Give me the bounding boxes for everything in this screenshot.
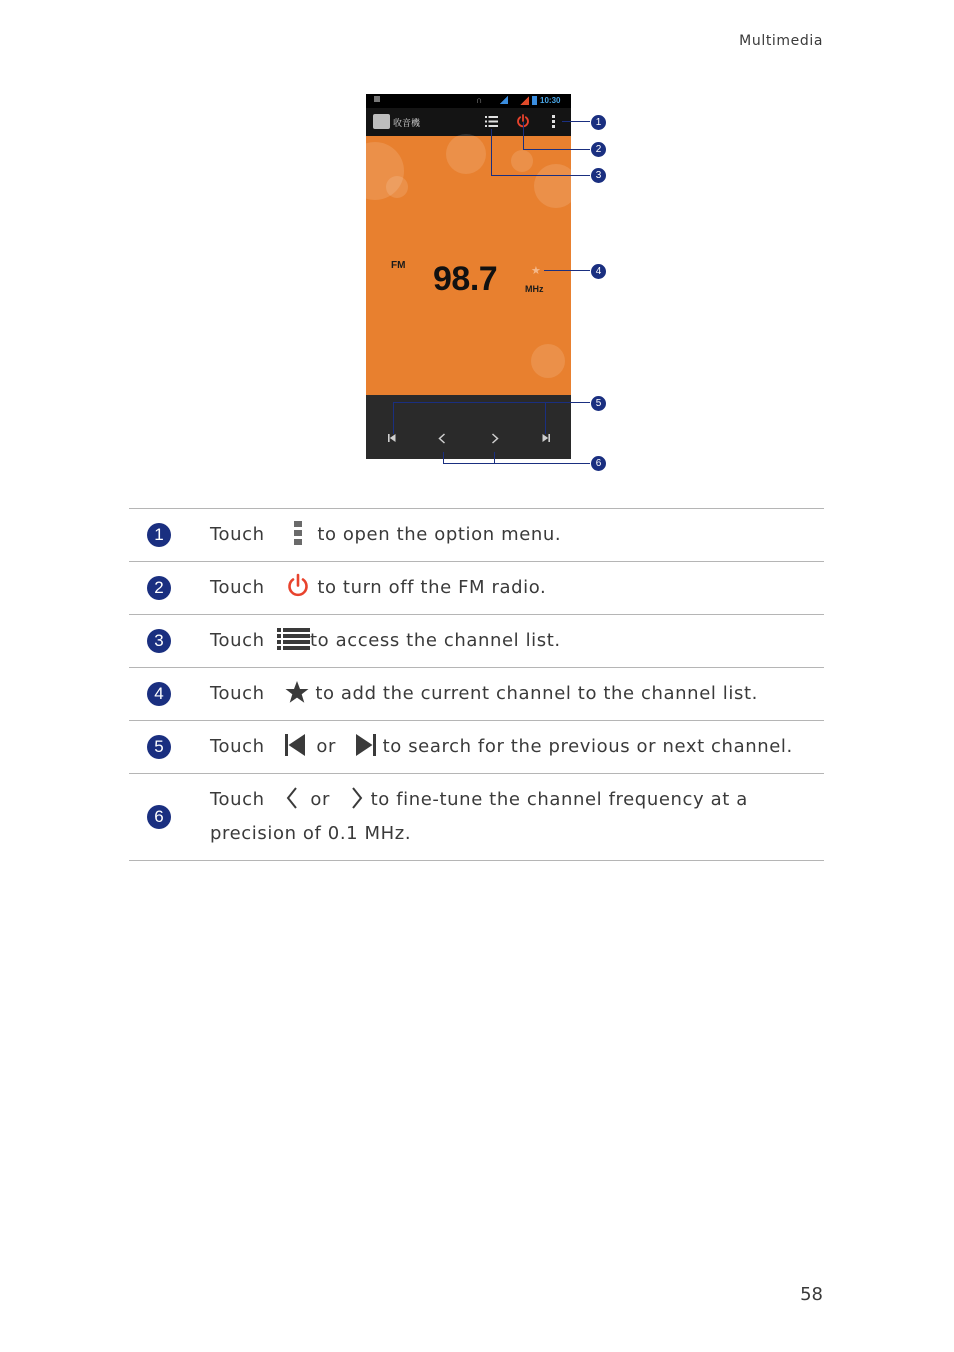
overflow-menu-icon xyxy=(285,520,311,546)
chevron-left-icon xyxy=(285,787,299,809)
leader-line-5 xyxy=(393,402,590,403)
row-number-badge: 1 xyxy=(147,523,171,547)
or-label: or xyxy=(316,736,336,757)
background-bubble xyxy=(531,344,565,378)
background-bubble xyxy=(511,150,533,172)
chevron-right-icon[interactable] xyxy=(491,433,499,444)
row-description: to open the option menu. xyxy=(317,524,562,545)
app-title: 收音機 xyxy=(393,119,421,129)
leader-line-6 xyxy=(443,452,444,463)
channel-list-icon xyxy=(277,627,310,651)
page-number: 58 xyxy=(800,1284,823,1305)
touch-label: Touch xyxy=(210,683,265,704)
frequency-unit: MHz xyxy=(525,284,544,294)
background-bubble xyxy=(534,164,571,208)
leader-line-3 xyxy=(491,129,492,175)
tuning-controls xyxy=(366,395,571,459)
frequency-display: 98.7 xyxy=(433,260,498,298)
battery-icon xyxy=(532,96,537,105)
row-description: to search for the previous or next channel. xyxy=(382,736,793,757)
touch-label: Touch xyxy=(210,524,265,545)
row-description: to add the current channel to the channel list. xyxy=(315,683,758,704)
next-channel-icon[interactable] xyxy=(541,433,551,443)
callout-2: 2 xyxy=(591,142,606,157)
table-row xyxy=(129,668,824,721)
overflow-menu-icon[interactable] xyxy=(552,115,556,128)
next-channel-icon xyxy=(356,734,376,756)
channel-list-icon[interactable] xyxy=(485,116,498,127)
leader-line-6 xyxy=(494,452,495,463)
chevron-left-icon[interactable] xyxy=(438,433,446,444)
leader-line-3 xyxy=(491,175,590,176)
cell-signal-icon xyxy=(520,96,529,105)
leader-line-1 xyxy=(562,121,590,122)
previous-channel-icon[interactable] xyxy=(387,433,397,443)
touch-label: Touch xyxy=(210,789,265,810)
background-bubble xyxy=(446,134,486,174)
band-label: FM xyxy=(391,260,406,271)
touch-label: Touch xyxy=(210,577,265,598)
leader-line-2 xyxy=(523,122,524,149)
description-table xyxy=(129,508,824,861)
status-time: 10:30 xyxy=(540,96,561,105)
previous-channel-icon xyxy=(285,734,305,756)
callout-6: 6 xyxy=(591,456,606,471)
table-row xyxy=(129,615,824,668)
row-number-badge: 3 xyxy=(147,629,171,653)
callout-3: 3 xyxy=(591,168,606,183)
row-description: to turn off the FM radio. xyxy=(317,577,547,598)
fm-radio-screenshot xyxy=(366,94,616,474)
power-icon xyxy=(285,573,311,599)
headset-icon: ∩ xyxy=(476,95,483,105)
table-row xyxy=(129,562,824,615)
chevron-right-icon xyxy=(350,787,364,809)
table-row xyxy=(129,721,824,774)
leader-line-2 xyxy=(523,149,590,150)
leader-line-5 xyxy=(393,402,394,434)
leader-line-4 xyxy=(544,270,590,271)
header-section-title: Multimedia xyxy=(739,33,823,49)
action-bar xyxy=(366,108,571,136)
callout-4: 4 xyxy=(591,264,606,279)
favorite-star-icon[interactable]: ★ xyxy=(531,264,541,277)
leader-line-6 xyxy=(443,463,590,464)
callout-5: 5 xyxy=(591,396,606,411)
notification-icon xyxy=(374,96,380,102)
row-description: to fine-tune the channel frequency at a precision of 0.1 MHz. xyxy=(210,789,748,844)
row-number-badge: 2 xyxy=(147,576,171,600)
touch-label: Touch xyxy=(210,630,265,651)
radio-app-icon xyxy=(373,114,390,129)
row-number-badge: 5 xyxy=(147,735,171,759)
table-row xyxy=(129,509,824,562)
status-bar xyxy=(366,94,571,108)
or-label: or xyxy=(310,789,330,810)
leader-line-5 xyxy=(545,402,546,434)
row-number-badge: 4 xyxy=(147,682,171,706)
callout-1: 1 xyxy=(591,115,606,130)
wifi-signal-icon xyxy=(500,96,508,104)
table-row xyxy=(129,774,824,861)
row-description: to access the channel list. xyxy=(310,630,561,651)
star-icon xyxy=(285,680,309,704)
row-number-badge: 6 xyxy=(147,805,171,829)
touch-label: Touch xyxy=(210,736,265,757)
background-bubble xyxy=(386,176,408,198)
